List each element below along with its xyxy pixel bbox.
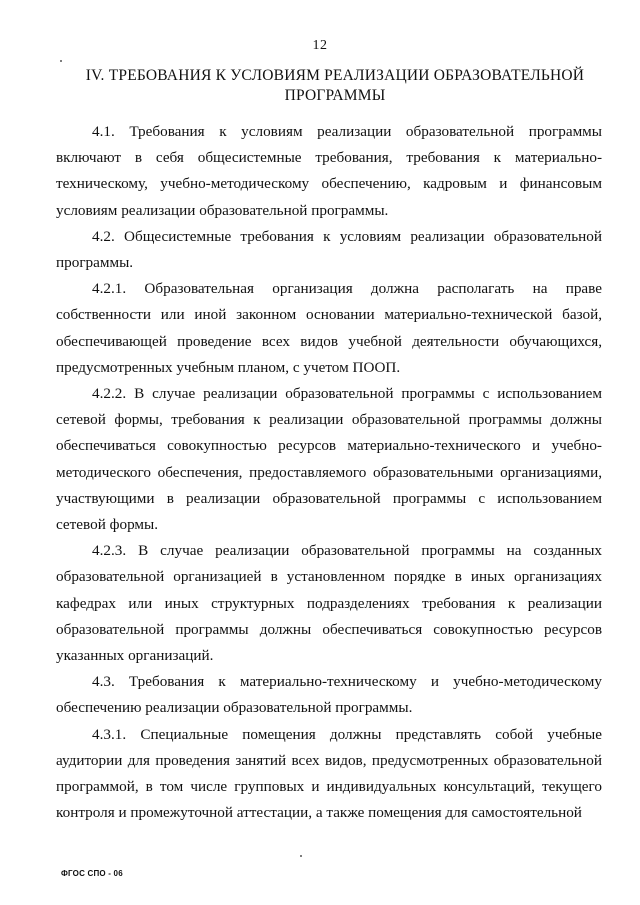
- paragraph-4-1: 4.1. Требования к условиям реализации образовательной программы включают в себя общесистемные требования, требования к материально-техническому, учебно-методическому обеспечению, кадровым и финансовым условиям реализации образовательной программы.: [56, 123, 602, 219]
- footer-standard-code: ФГОС СПО - 06: [61, 869, 123, 878]
- scan-speck: [60, 60, 62, 62]
- document-body: [56, 119, 602, 826]
- paragraph-4-3: 4.3. Требования к материально-техническому и учебно-методическому обеспечению реализации образовательной программы.: [56, 673, 602, 717]
- paragraph-4-2-2: 4.2.2. В случае реализации образовательной программы с использованием сетевой формы, требования к реализации образовательной программы должны обеспечиваться совокупностью ресурсов материально-технического и учебно-методического обеспечения, предоставляемого образовательными организациями, участвующими в реализации образовательной программы с использованием сетевой формы.: [56, 385, 602, 534]
- scan-speck: [300, 855, 302, 857]
- paragraph-4-2: 4.2. Общесистемные требования к условиям реализации образовательной программы.: [56, 227, 602, 272]
- page-number: 12: [312, 38, 328, 53]
- paragraph-4-2-1: 4.2.1. Образовательная организация должна располагать на праве собственности или иной законном основании материально-технической базой, обеспечивающей проведение всех видов учебной деятельности обучающихся, предусмотренных учебным планом, с учетом ПООП.: [56, 280, 602, 376]
- paragraph-4-2-3: 4.2.3. В случае реализации образовательной программы на созданных образовательной организацией в установленном порядке в иных организациях кафедрах или иных структурных подразделениях требования к реализации образовательной программы должны обеспечиваться совокупностью ресурсов указанных организаций.: [56, 542, 602, 665]
- section-title: IV. ТРЕБОВАНИЯ К УСЛОВИЯМ РЕАЛИЗАЦИИ ОБРАЗОВАТЕЛЬНОЙ ПРОГРАММЫ: [85, 67, 585, 104]
- paragraph-4-3-1: 4.3.1. Специальные помещения должны представлять собой учебные аудитории для проведения занятий всех видов, предусмотренных образовательной программой, в том числе групповых и индивидуальных консультаций, текущего контроля и промежуточной аттестации, а также помещения для самостоятельной: [56, 725, 602, 822]
